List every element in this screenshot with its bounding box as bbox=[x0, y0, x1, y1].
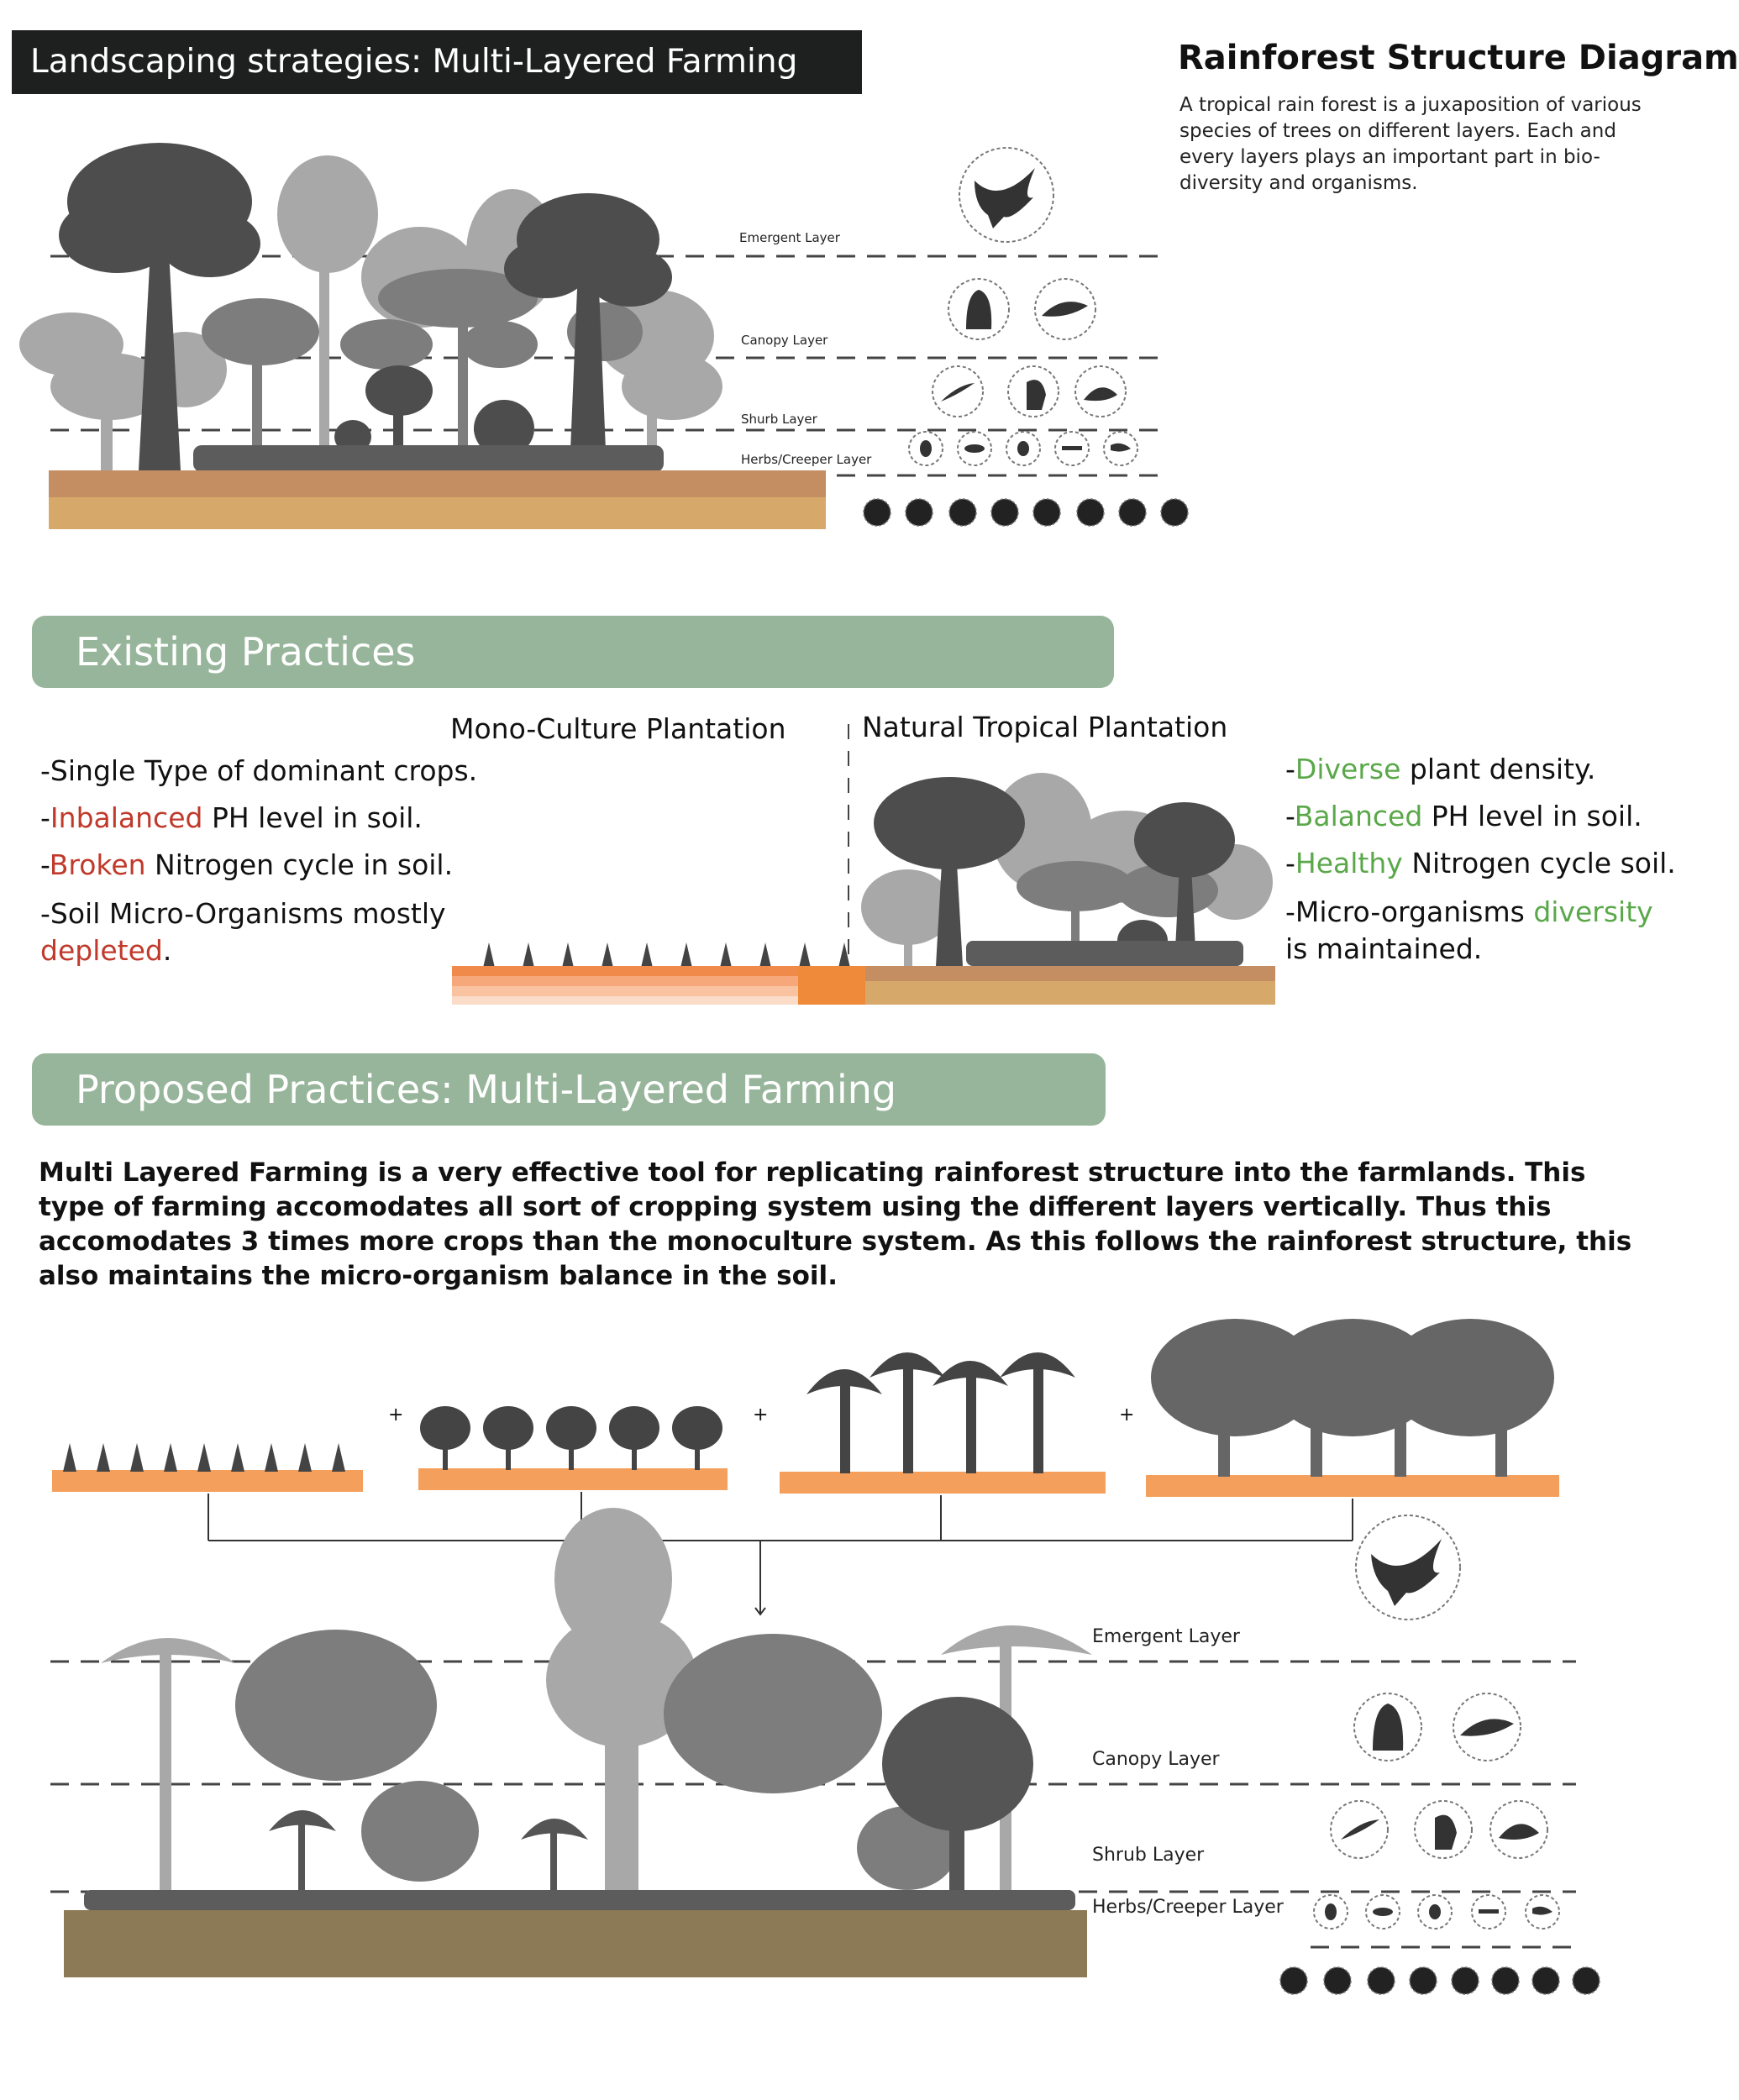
plus-sign: + bbox=[388, 1404, 404, 1425]
proposed-layer-label-herbs: Herbs/Creeper Layer bbox=[1092, 1897, 1284, 1918]
mono-point: -Single Type of dominant crops. bbox=[40, 754, 478, 787]
bug-icon bbox=[1429, 1904, 1441, 1919]
layer-label-shrub: Shurb Layer bbox=[741, 412, 817, 427]
existing-practices-banner: Existing Practices bbox=[32, 616, 1114, 688]
proposed-layer-label-shrub: Shrub Layer bbox=[1092, 1845, 1205, 1866]
crop-strip-herbs bbox=[52, 1443, 363, 1492]
proposed-animal-icons bbox=[1314, 1515, 1559, 1929]
lizard-icon bbox=[1341, 1819, 1379, 1840]
natural-point: -Diverse plant density. bbox=[1285, 753, 1596, 785]
layer-label-canopy: Canopy Layer bbox=[741, 333, 828, 348]
bird-icon bbox=[1435, 1815, 1457, 1850]
worm-icon bbox=[1373, 1908, 1393, 1916]
pangolin-icon bbox=[1499, 1824, 1539, 1840]
diagram-title: Rainforest Structure Diagram bbox=[1178, 39, 1739, 77]
mono-culture-title: Mono-Culture Plantation bbox=[450, 712, 786, 745]
crop-strip-shrubs bbox=[418, 1406, 728, 1490]
natural-point: -Micro-organisms diversity is maintained. bbox=[1285, 895, 1653, 965]
eagle-icon bbox=[1371, 1539, 1442, 1606]
proposed-micro-organism-icons bbox=[1280, 1967, 1600, 1994]
crop-strip-trees bbox=[1146, 1319, 1559, 1497]
proposed-practices-banner: Proposed Practices: Multi-Layered Farming bbox=[32, 1053, 1106, 1126]
natural-point: -Healthy Nitrogen cycle soil. bbox=[1285, 847, 1676, 879]
proposed-layer-label-canopy: Canopy Layer bbox=[1092, 1749, 1220, 1770]
diagram-description: A tropical rain forest is a juxaposition of various species of trees on different layers. Each and every layers plays an important part in bio-diversity and organisms. bbox=[1179, 94, 1642, 194]
mono-point: -Soil Micro-Organisms mostly depleted. bbox=[40, 897, 446, 967]
centipede-icon bbox=[1479, 1909, 1499, 1914]
page-title: Landscaping strategies: Multi-Layered Farming bbox=[12, 30, 862, 94]
mono-point: -Inbalanced PH level in soil. bbox=[40, 801, 423, 834]
mono-point: -Broken Nitrogen cycle in soil. bbox=[40, 848, 454, 881]
layer-label-emergent: Emergent Layer bbox=[739, 230, 840, 245]
connector-lines bbox=[208, 1492, 1353, 1614]
proposed-animal-silhouettes bbox=[1325, 1539, 1552, 1920]
proposed-layer-label-emergent: Emergent Layer bbox=[1092, 1626, 1240, 1647]
natural-plantation-title: Natural Tropical Plantation bbox=[862, 711, 1228, 743]
otter-icon bbox=[1460, 1719, 1514, 1735]
crop-strip-banana bbox=[780, 1352, 1106, 1494]
monkey-icon bbox=[1373, 1704, 1403, 1751]
combined-soil bbox=[64, 1910, 1087, 1977]
plus-sign: + bbox=[1119, 1404, 1135, 1425]
natural-point: -Balanced PH level in soil. bbox=[1285, 800, 1642, 832]
layer-label-herbs: Herbs/Creeper Layer bbox=[741, 452, 872, 467]
beetle-icon bbox=[1325, 1903, 1337, 1920]
shrimp-icon bbox=[1532, 1907, 1552, 1915]
proposed-description: Multi Layered Farming is a very effective tool for replicating rainforest structure into the farmlands. This type of farming accomodates all sort of cropping system using the different layers vertically. Thus this accomodates 3 times more crops than the monoculture system. As this follows the rainforest structure, this also maintains the micro-organism balance in the soil. bbox=[39, 1158, 1632, 1291]
plus-sign: + bbox=[753, 1404, 769, 1425]
